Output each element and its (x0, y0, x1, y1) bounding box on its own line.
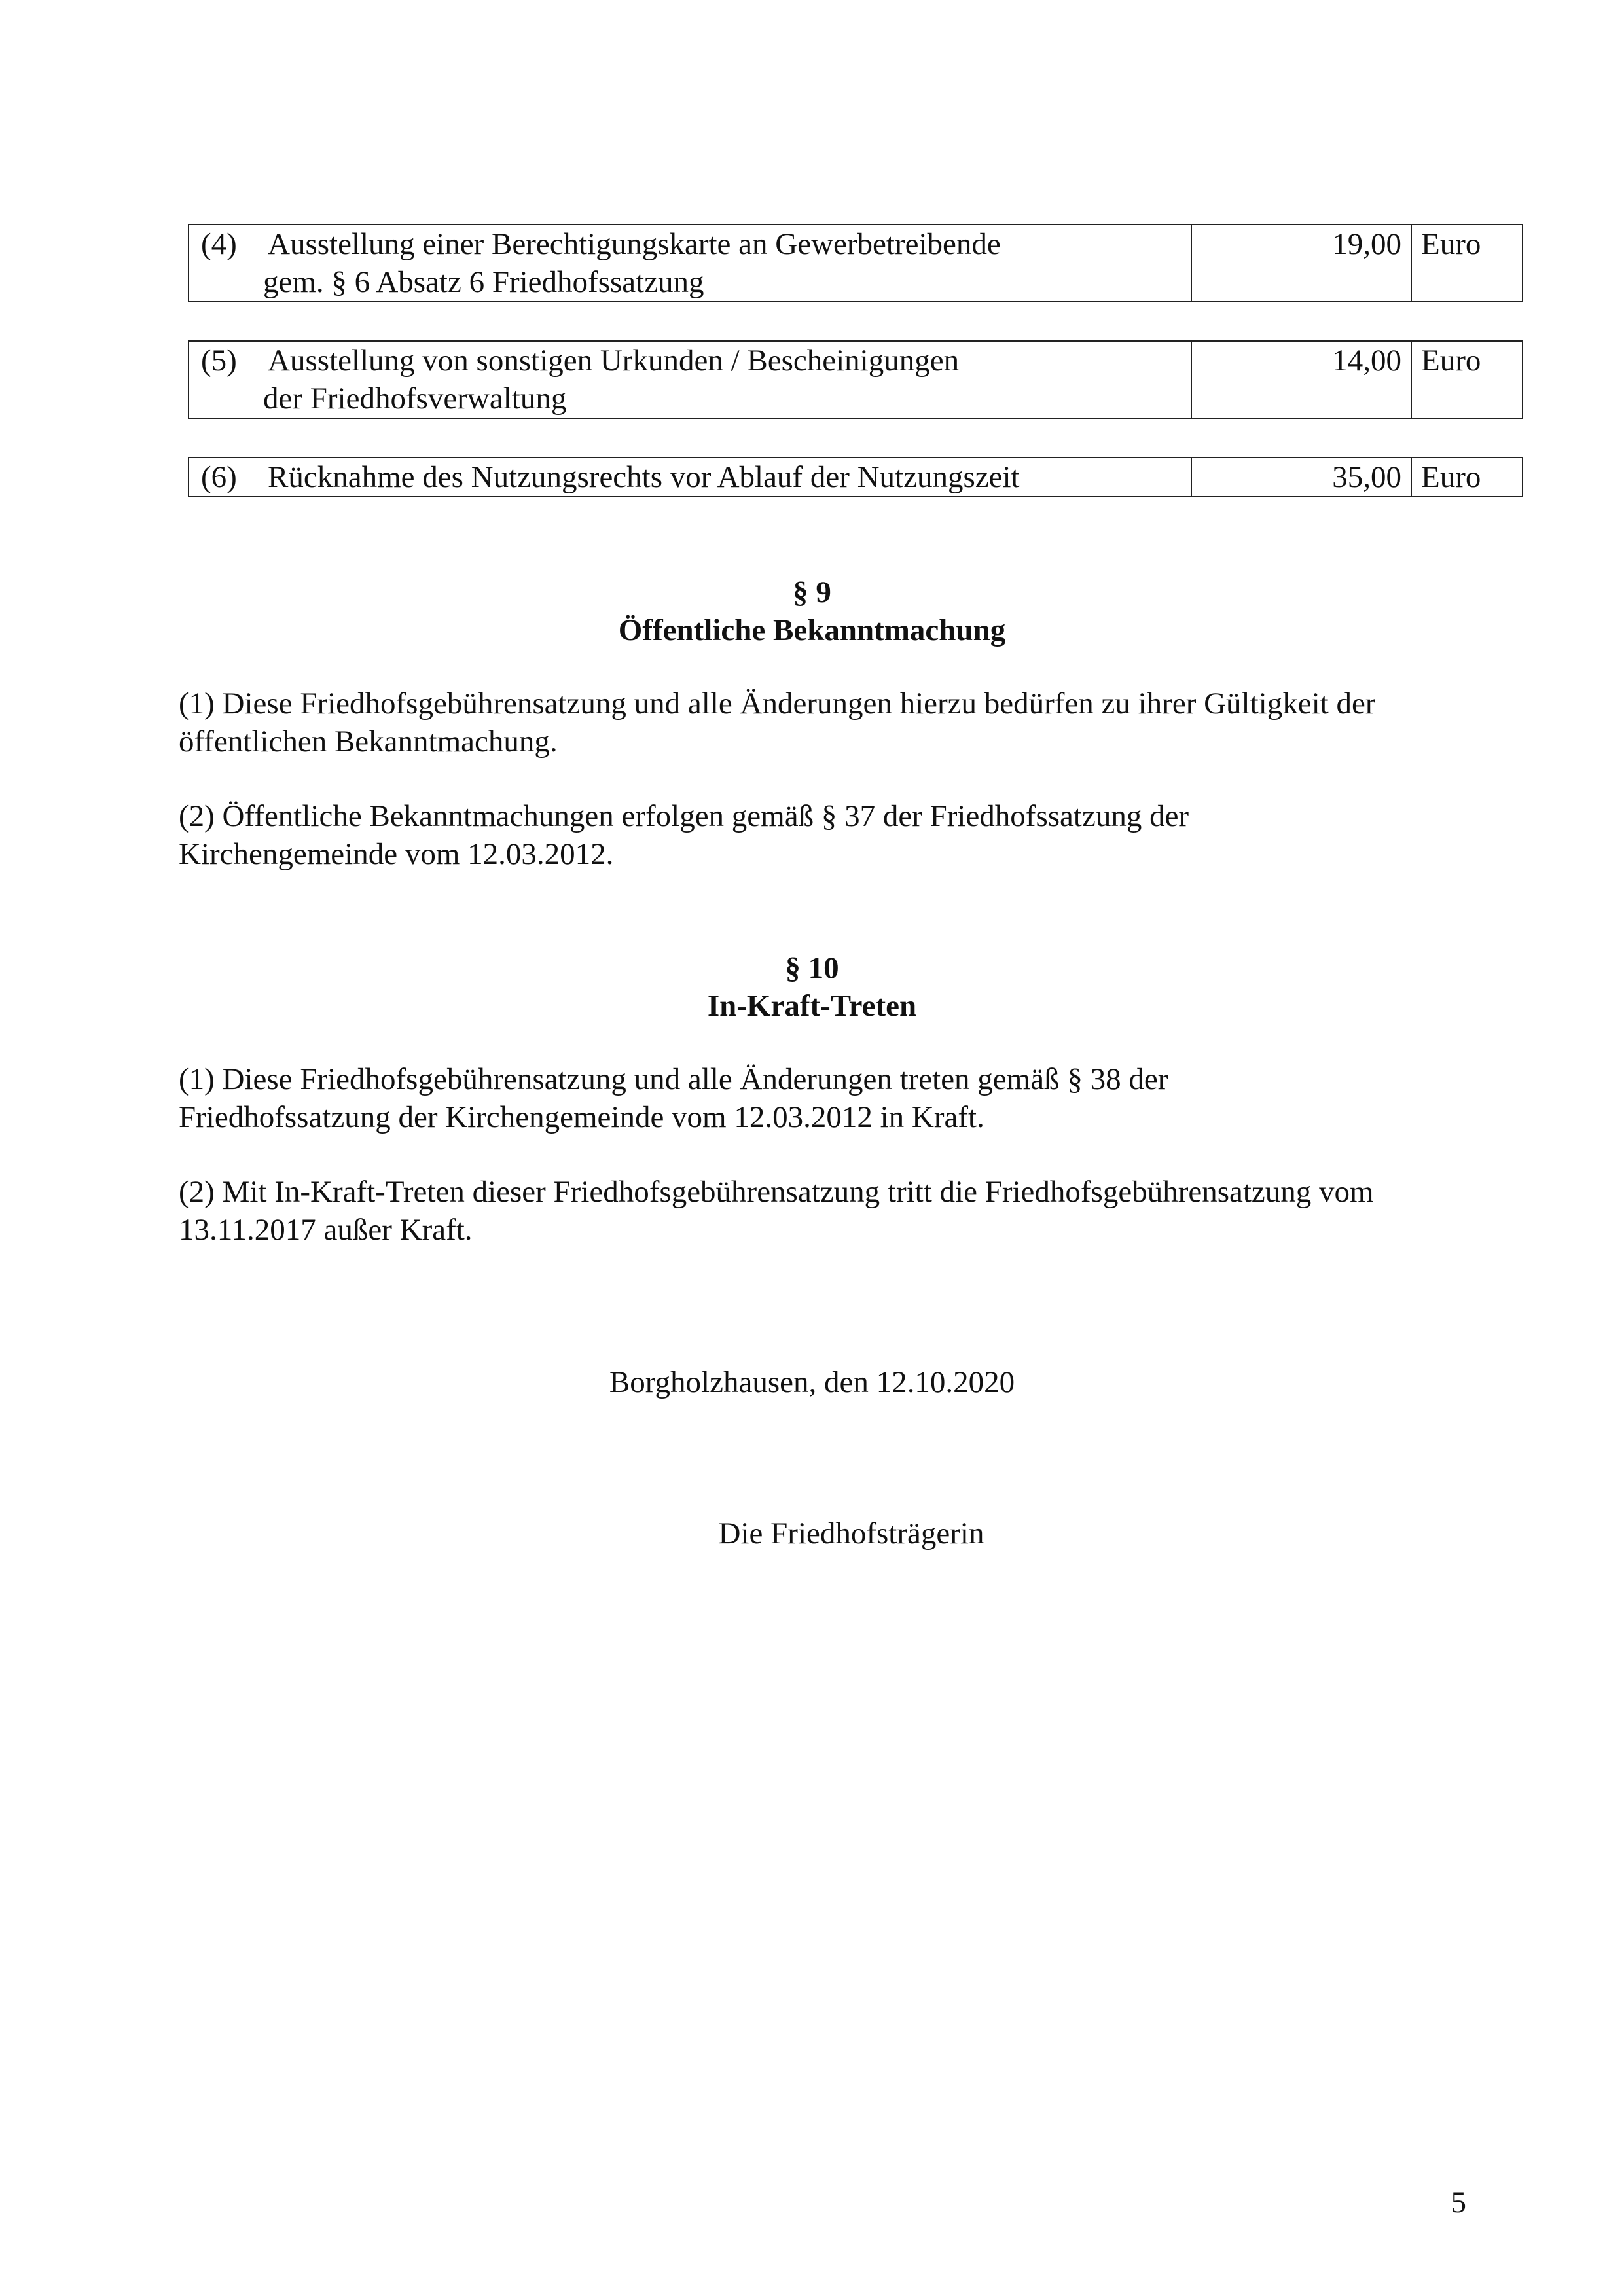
fee-description (189, 341, 1191, 418)
section-9-paragraph-1 (179, 685, 1527, 761)
fee-unit: Euro (1411, 457, 1523, 497)
text-line: (1) Diese Friedhofsgebührensatzung und alle Änderungen hierzu bedürfen zu ihrer Gültigkeit der (179, 687, 1376, 721)
text-line: Friedhofssatzung der Kirchengemeinde vom 12.03.2012 in Kraft. (179, 1100, 984, 1134)
section-10-paragraph-1 (179, 1060, 1527, 1136)
fee-description-line: gem. § 6 Absatz 6 Friedhofssatzung (263, 265, 704, 299)
fee-description-line: der Friedhofsverwaltung (263, 382, 567, 416)
fee-number: (6) (201, 460, 237, 494)
text-line: (1) Diese Friedhofsgebührensatzung und alle Änderungen treten gemäß § 38 der (179, 1062, 1168, 1096)
section-10-paragraph-2 (179, 1173, 1527, 1249)
fee-number: (5) (201, 344, 237, 378)
fee-table-row-6 (188, 457, 1523, 497)
place-date: Borgholzhausen, den 12.10.2020 (609, 1365, 1015, 1399)
fee-table-row-5 (188, 340, 1523, 419)
section-10-number: § 10 (785, 951, 839, 985)
fee-description (189, 457, 1191, 497)
fee-amount: 35,00 (1191, 457, 1411, 497)
text-line: Kirchengemeinde vom 12.03.2012. (179, 837, 614, 871)
section-10-title: In-Kraft-Treten (707, 989, 917, 1023)
fee-description-line: Rücknahme des Nutzungsrechts vor Ablauf der Nutzungszeit (268, 460, 1020, 494)
section-9-title: Öffentliche Bekanntmachung (618, 613, 1006, 647)
fee-amount: 14,00 (1191, 341, 1411, 418)
signatory: Die Friedhofsträgerin (718, 1516, 984, 1551)
section-9-number: § 9 (793, 575, 831, 609)
fee-description (189, 224, 1191, 302)
text-line: 13.11.2017 außer Kraft. (179, 1213, 473, 1247)
page-number: 5 (1451, 2185, 1466, 2219)
fee-description-line: Ausstellung von sonstigen Urkunden / Bescheinigungen (268, 344, 960, 378)
text-line: (2) Mit In-Kraft-Treten dieser Friedhofsgebührensatzung tritt die Friedhofsgebührensatzung vom (179, 1175, 1374, 1209)
fee-description-line: Ausstellung einer Berechtigungskarte an Gewerbetreibende (268, 227, 1001, 261)
fee-table-row-4 (188, 224, 1523, 302)
section-9-paragraph-2 (179, 797, 1527, 873)
fee-amount: 19,00 (1191, 224, 1411, 302)
text-line: öffentlichen Bekanntmachung. (179, 725, 558, 759)
fee-number: (4) (201, 227, 237, 261)
fee-unit: Euro (1411, 341, 1523, 418)
text-line: (2) Öffentliche Bekanntmachungen erfolgen gemäß § 37 der Friedhofssatzung der (179, 799, 1189, 833)
fee-unit: Euro (1411, 224, 1523, 302)
